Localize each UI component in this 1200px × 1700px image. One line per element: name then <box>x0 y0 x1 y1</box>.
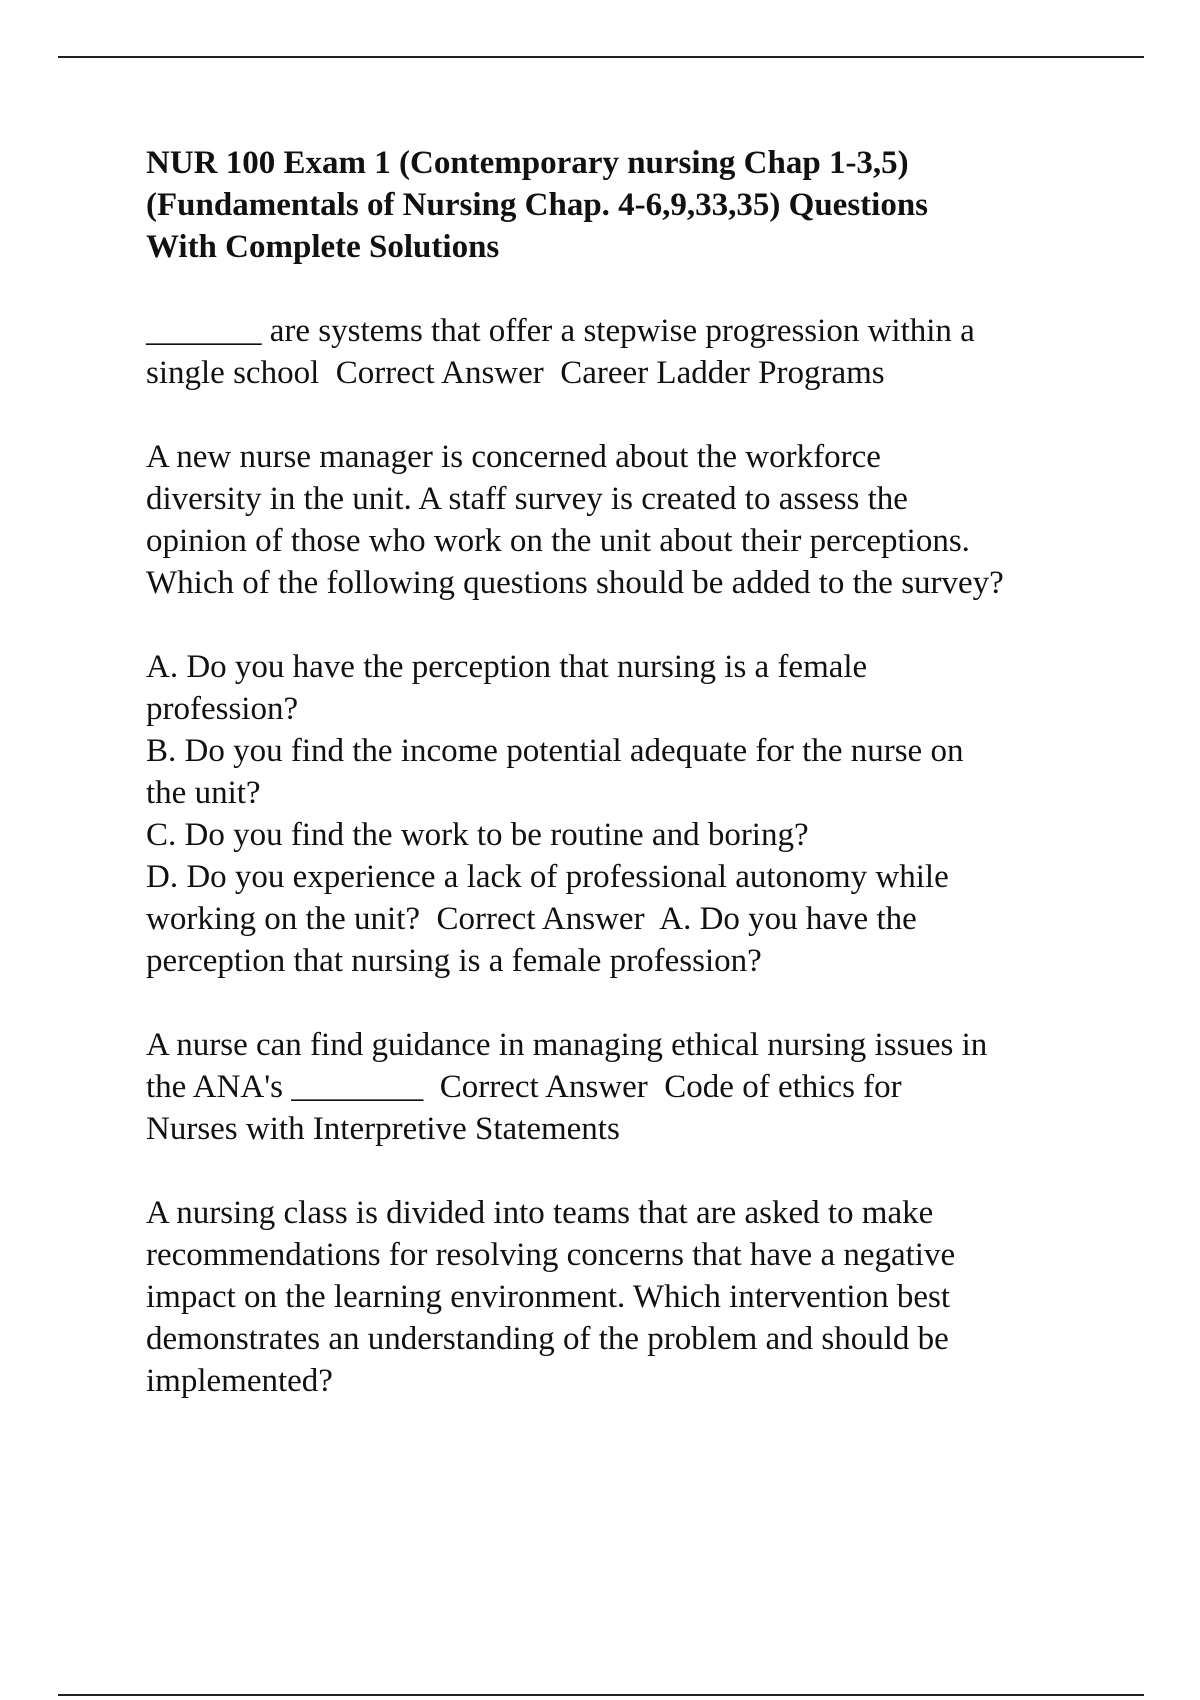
question-3-line: the ANA's ________ Correct Answer Code of ethics for <box>146 1069 902 1105</box>
question-2-line: diversity in the unit. A staff survey is created to assess the <box>146 481 908 517</box>
question-2-stem <box>146 436 1106 604</box>
document-title <box>146 142 1106 268</box>
option-line: C. Do you find the work to be routine and boring? <box>146 817 809 853</box>
question-4-line: recommendations for resolving concerns that have a negative <box>146 1237 956 1273</box>
document-body <box>146 142 1106 1444</box>
option-line: working on the unit? Correct Answer A. Do you have the <box>146 901 917 937</box>
title-line: NUR 100 Exam 1 (Contemporary nursing Chap 1-3,5) <box>146 145 909 181</box>
question-4-line: implemented? <box>146 1363 333 1399</box>
footer-rule <box>58 1694 1144 1696</box>
question-2-line: Which of the following questions should be added to the survey? <box>146 565 1004 601</box>
title-line: (Fundamentals of Nursing Chap. 4-6,9,33,35) Questions <box>146 187 929 223</box>
question-3 <box>146 1024 1106 1150</box>
option-line: B. Do you find the income potential adequate for the nurse on <box>146 733 964 769</box>
question-2-options <box>146 646 1106 982</box>
title-line: With Complete Solutions <box>146 229 500 265</box>
question-1 <box>146 310 1106 394</box>
option-line: perception that nursing is a female profession? <box>146 943 762 979</box>
question-4-line: demonstrates an understanding of the problem and should be <box>146 1321 949 1357</box>
question-4-line: A nursing class is divided into teams that are asked to make <box>146 1195 934 1231</box>
option-line: the unit? <box>146 775 261 811</box>
option-line: A. Do you have the perception that nursing is a female <box>146 649 868 685</box>
question-4 <box>146 1192 1106 1402</box>
question-2-line: A new nurse manager is concerned about the workforce <box>146 439 881 475</box>
question-1-line: _______ are systems that offer a stepwise progression within a <box>146 313 975 349</box>
question-2-line: opinion of those who work on the unit about their perceptions. <box>146 523 970 559</box>
question-3-line: Nurses with Interpretive Statements <box>146 1111 620 1147</box>
question-3-line: A nurse can find guidance in managing ethical nursing issues in <box>146 1027 988 1063</box>
question-1-line: single school Correct Answer Career Ladder Programs <box>146 355 885 391</box>
option-line: profession? <box>146 691 299 727</box>
header-rule <box>58 56 1144 58</box>
option-line: D. Do you experience a lack of professional autonomy while <box>146 859 949 895</box>
question-4-line: impact on the learning environment. Which intervention best <box>146 1279 951 1315</box>
